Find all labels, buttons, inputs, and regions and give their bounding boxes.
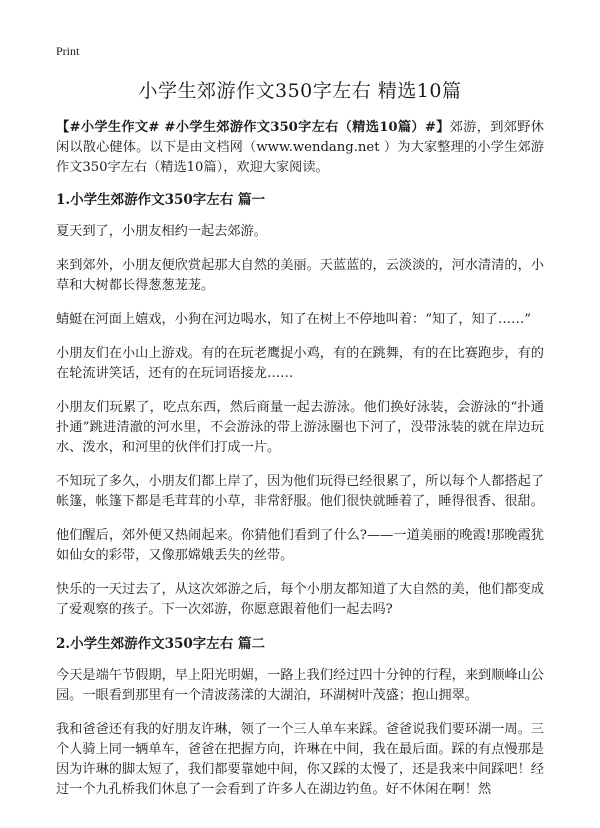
paragraph: 来到郊外，小朋友便欣赏起那大自然的美丽。天蓝蓝的，云淡淡的，河水清清的，小草和大树都长得葱葱茏茏。 — [56, 258, 544, 293]
paragraph: 小朋友们玩累了，吃点东西，然后商量一起去游泳。他们换好泳装，会游泳的“扑通扑通”跳进清澈的河水里，不会游泳的带上游泳圈也下河了，没带泳装的就在岸边玩水、泼水，和河里的伙伴们打成一片。 — [56, 400, 544, 455]
paragraph: 我和爸爸还有我的好朋友许琳，领了一个三人单车来踩。爸爸说我们要环湖一周。三个人骑上同一辆单车，爸爸在把握方向，许琳在中间，我在最后面。踩的有点慢那是因为许琳的脚太短了，我们都要靠她中间，你又踩的太慢了，还是我来中间踩吧！经过一个九孔桥我们休息了一会看到了许多人在湖边钓鱼。好不休闲在啊！然 — [56, 722, 544, 797]
paragraph: 今天是端午节假期，早上阳光明媚，一路上我们经过四十分钟的行程，来到顺峰山公园。一眼看到那里有一个清波荡漾的大湖泊，环湖树叶茂盛；抱山拥翠。 — [56, 668, 544, 703]
paragraph: 夏天到了，小朋友相约一起去郊游。 — [56, 224, 267, 239]
document-body — [56, 118, 544, 814]
intro-paragraph — [56, 118, 544, 178]
paragraph: 快乐的一天过去了，从这次郊游之后，每个小朋友都知道了大自然的美，他们都变成了爱观察的孩子。下一次郊游，你愿意跟着他们一起去吗? — [56, 582, 544, 617]
paragraph: 小朋友们在小山上游戏。有的在玩老鹰捉小鸡，有的在跳舞，有的在比赛跑步，有的在轮流讲笑话，还有的在玩词语接龙…… — [56, 346, 544, 381]
print-label: Print — [56, 44, 80, 58]
intro-tag: 【#小学生作文# #小学生郊游作文350字左右（精选10篇）#】 — [56, 120, 450, 135]
intro-text: 郊游，到郊野休闲以散心健体。以下是由文档网（www.wendang.net ）为大家整理的小学生郊游作文350字左右（精选10篇），欢迎大家阅读。 — [56, 120, 544, 175]
document-title: 小学生郊游作文350字左右 精选10篇 — [138, 80, 462, 102]
paragraph: 不知玩了多久，小朋友们都上岸了，因为他们玩得已经很累了，所以每个人都搭起了帐篷，帐篷下都是毛茸茸的小草，非常舒服。他们很快就睡着了，睡得很香、很甜。 — [56, 474, 544, 509]
section-heading: 2.小学生郊游作文350字左右 篇二 — [56, 636, 265, 652]
paragraph: 蜻蜓在河面上嬉戏，小狗在河边喝水，知了在树上不停地叫着：“知了，知了……” — [56, 312, 532, 327]
section-heading: 1.小学生郊游作文350字左右 篇一 — [56, 192, 265, 208]
paragraph: 他们醒后，郊外便又热闹起来。你猜他们看到了什么?——一道美丽的晚霞!那晚霞犹如仙女的彩带，又像那嫦娥丢失的丝带。 — [56, 528, 544, 563]
